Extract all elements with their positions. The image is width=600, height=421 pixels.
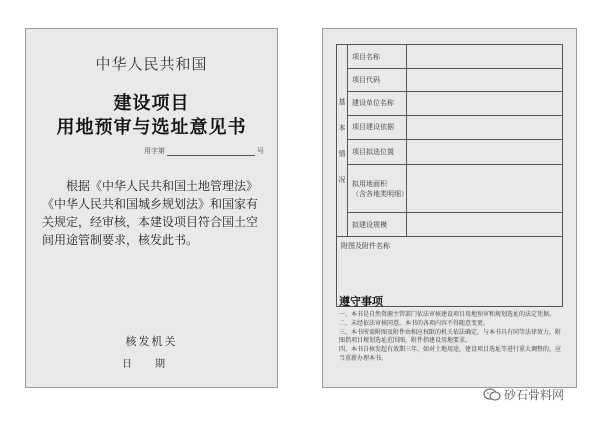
notice-item: 二、未经依法审核同意，本书的各项内容不得随意变更。 (339, 319, 490, 327)
serial-blank (167, 148, 255, 156)
field-construction-scale: 拟建设规模 (348, 213, 407, 237)
basic-info-table (336, 44, 563, 307)
value-builder-name (407, 91, 563, 115)
wechat-icon (483, 388, 501, 401)
notice-item: 一、本书是自然资源主管部门依法审核建设项目用地预审和规划选址的法定凭据。 (339, 311, 556, 318)
date-char-2: 期 (155, 359, 166, 370)
cover-page (25, 28, 278, 388)
date-char-1: 日 (122, 359, 133, 370)
value-project-code (407, 69, 563, 92)
document-title-line1: 建设项目 (113, 93, 190, 114)
basic-info-section-label (337, 45, 348, 237)
cover-body-text: 根据《中华人民共和国土地管理法》《中华人民共和国城乡规划法》和国家有关规定，经审核，本建设项目符合国土空间用途管制要求，核发此书。 (42, 179, 259, 247)
issue-date (122, 355, 166, 370)
notice-item: 四、本书自核发起有效期三年，如对土地用途，建设项目选址等进行重大调整的，应当重新办理本书。 (339, 346, 562, 362)
watermark-text: 砂石骨料网 (504, 387, 565, 402)
back-page (322, 28, 577, 388)
field-project-basis: 项目建设依据 (348, 115, 407, 139)
value-proposed-location (407, 139, 563, 164)
notice-list (339, 311, 565, 364)
section-label-char: 基 (338, 97, 346, 106)
field-proposed-location: 项目拟选位置 (348, 139, 407, 164)
field-builder-name: 建设单位名称 (348, 91, 407, 115)
value-land-area (407, 165, 563, 213)
value-construction-scale (407, 213, 563, 237)
country-name: 中华人民共和国 (95, 55, 208, 73)
notice-title: 遵守事项 (339, 295, 383, 308)
serial-number (144, 146, 264, 156)
section-label-char: 本 (338, 123, 346, 132)
watermark (483, 386, 564, 402)
section-label-char: 况 (338, 175, 346, 184)
cover-body (42, 177, 266, 249)
field-land-area: 拟用地面积 （含各地类明细） (348, 165, 407, 213)
serial-suffix: 号 (257, 147, 264, 155)
document-title-line2: 用地预审与选址意见书 (56, 117, 247, 138)
issuing-authority: 核发机关 (125, 335, 178, 348)
attachments-label: 附图及附件名称 (341, 242, 390, 251)
value-project-basis (407, 115, 563, 139)
field-project-code: 项目代码 (348, 69, 407, 92)
section-label-char: 情 (338, 149, 346, 158)
serial-prefix: 用字第 (144, 147, 165, 155)
notice-item: 三、本书所需附图及附件由相应权限的机关依法确定，与本书具有同等法律效力，附图指项目规划选址范围图，附件指建设用地要求。 (339, 328, 562, 345)
value-project-name (407, 45, 563, 69)
field-project-name: 项目名称 (348, 45, 407, 69)
